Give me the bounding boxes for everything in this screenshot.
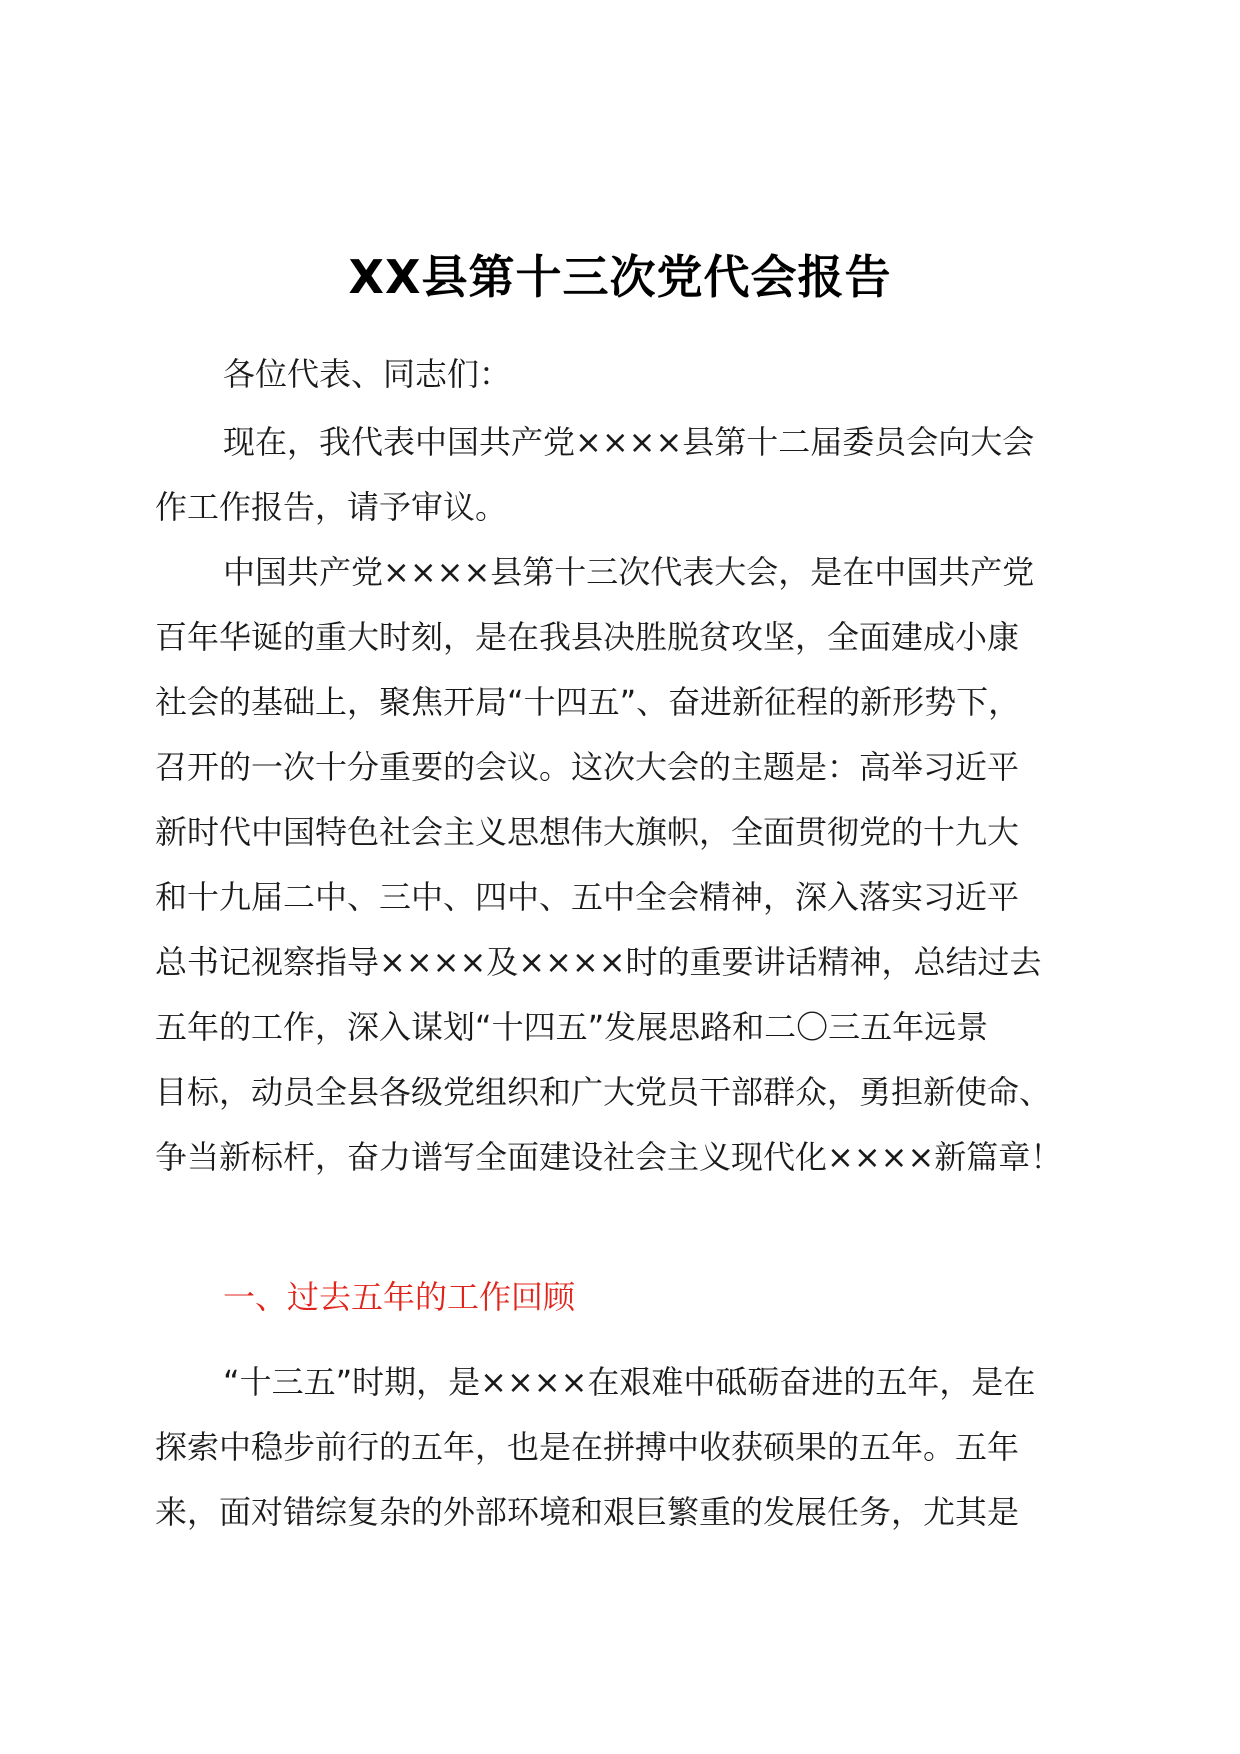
paragraph-line: 社会的基础上，聚焦开局“十四五”、奋进新征程的新形势下， — [155, 683, 1021, 721]
paragraph-line: 总书记视察指导××××及××××时的重要讲话精神，总结过去 — [155, 943, 1042, 981]
paragraph-line: 来，面对错综复杂的外部环境和艰巨繁重的发展任务，尤其是 — [155, 1493, 1020, 1531]
paragraph-3 — [155, 1350, 1090, 1545]
paragraph-1 — [155, 410, 1090, 540]
paragraph-line: 作工作报告，请予审议。 — [155, 488, 508, 526]
paragraph-line: 探索中稳步前行的五年，也是在拼搏中收获硕果的五年。五年 — [155, 1428, 1020, 1466]
paragraph-line: 召开的一次十分重要的会议。这次大会的主题是：高举习近平 — [155, 748, 1020, 786]
paragraph-line: 中国共产党××××县第十三次代表大会，是在中国共产党 — [223, 553, 1035, 591]
paragraph-line: 新时代中国特色社会主义思想伟大旗帜，全面贯彻党的十九大 — [155, 813, 1020, 851]
paragraph-line: “十三五”时期，是××××在艰难中砥砺奋进的五年，是在 — [223, 1363, 1036, 1401]
paragraph-line: 百年华诞的重大时刻，是在我县决胜脱贫攻坚，全面建成小康 — [155, 618, 1020, 656]
section-1-heading: 一、过去五年的工作回顾 — [223, 1278, 576, 1316]
paragraph-line: 目标，动员全县各级党组织和广大党员干部群众，勇担新使命、 — [155, 1073, 1052, 1111]
paragraph-2 — [155, 540, 1090, 1190]
paragraph-line: 五年的工作，深入谋划“十四五”发展思路和二〇三五年远景 — [155, 1008, 989, 1046]
paragraph-line: 争当新标杆，奋力谱写全面建设社会主义现代化××××新篇章！ — [155, 1138, 1063, 1176]
section-heading — [155, 1265, 1090, 1330]
document-title: XX县第十三次党代会报告 — [348, 250, 892, 304]
salutation — [155, 342, 1090, 407]
salutation-line: 各位代表、同志们： — [223, 355, 512, 393]
paragraph-line: 和十九届二中、三中、四中、五中全会精神，深入落实习近平 — [155, 878, 1020, 916]
paragraph-line: 现在，我代表中国共产党××××县第十二届委员会向大会 — [223, 423, 1035, 461]
